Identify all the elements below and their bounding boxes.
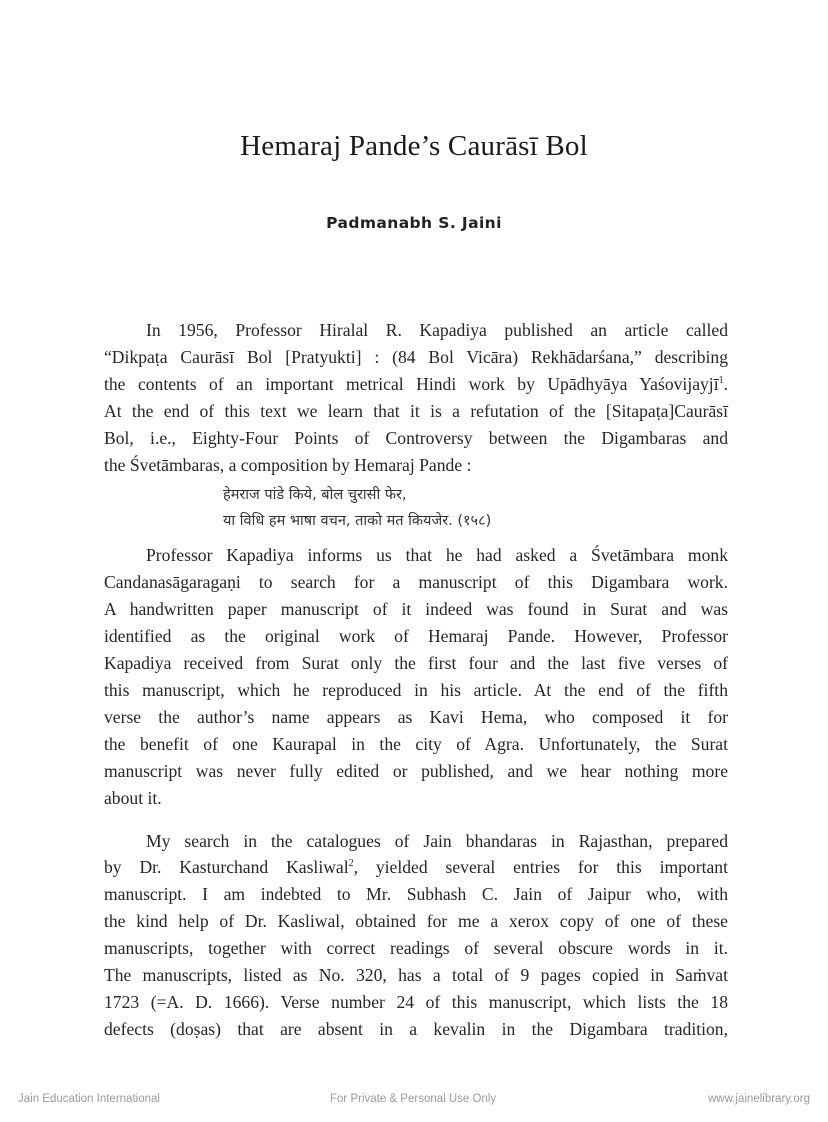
text-line: A handwritten paper manuscript of it indeed was found in Surat and was — [104, 599, 728, 620]
footer-website-link[interactable]: www.jainelibrary.org — [707, 1093, 810, 1105]
text-line: the kind help of Dr. Kasliwal, obtained for me a xerox copy of one of these — [104, 911, 728, 932]
paragraph-3 — [104, 828, 728, 1043]
paragraph-2 — [104, 542, 728, 811]
verse-line-2: या विधि हम भाषा वचन, ताको मत कियजेर. (१५८) — [223, 513, 492, 530]
article-author: Padmanabh S. Jaini — [326, 214, 502, 232]
text-line: Kapadiya received from Surat only the first four and the last five verses of — [104, 653, 728, 674]
text-line: Professor Kapadiya informs us that he had asked a Śvetāmbara monk — [146, 545, 728, 566]
page-footer — [0, 1093, 828, 1111]
article-body — [104, 317, 728, 1043]
text-line: the Śvetāmbaras, a composition by Hemaraj Pande : — [104, 454, 472, 475]
text-line: about it. — [104, 787, 162, 808]
footer-middle-text: For Private & Personal Use Only — [330, 1093, 497, 1105]
text-line: 1723 (=A. D. 1666). Verse number 24 of this manuscript, which lists the 18 — [104, 991, 728, 1012]
text-line: the benefit of one Kaurapal in the city of Agra. Unfortunately, the Surat — [104, 733, 728, 754]
text-line: verse the author’s name appears as Kavi Hema, who composed it for — [104, 706, 728, 727]
text-line: In 1956, Professor Hiralal R. Kapadiya published an article called — [146, 320, 728, 340]
text-line: manuscript. I am indebted to Mr. Subhash C. Jain of Jaipur who, with — [104, 884, 728, 905]
text-line: “Dikpaṭa Caurāsī Bol [Pratyukti] : (84 Bol Vicāra) Rekhādarśana,” describing — [104, 346, 728, 367]
text-line: The manuscripts, listed as No. 320, has a total of 9 pages copied in Saṁvat — [104, 965, 728, 986]
hindi-verse — [223, 482, 728, 534]
text-line: identified as the original work of Hemaraj Pande. However, Professor — [104, 626, 728, 647]
text-line: Candanasāgaragaṇi to search for a manuscript of this Digambara work. — [104, 572, 728, 593]
text-line: the contents of an important metrical Hindi work by Upādhyāya Yaśovijayjī$^1$. — [104, 373, 728, 394]
article-title: Hemaraj Pande’s Caurāsī Bol — [240, 130, 588, 162]
paragraph-1 — [104, 317, 728, 478]
verse-line-1: हेमराज पांडे किये, बोल चुरासी फेर, — [223, 487, 407, 504]
text-line: this manuscript, which he reproduced in his article. At the end of the fifth — [104, 679, 728, 700]
footer-left-text: Jain Education International — [18, 1093, 160, 1105]
text-line: by Dr. Kasturchand Kasliwal$^2$, yielded several entries for this important — [104, 857, 728, 878]
text-line: manuscript was never fully edited or published, and we hear nothing more — [104, 760, 728, 781]
text-line: My search in the catalogues of Jain bhandaras in Rajasthan, prepared — [146, 830, 728, 851]
text-line: Bol, i.e., Eighty-Four Points of Controversy between the Digambaras and — [104, 427, 728, 448]
text-line: At the end of this text we learn that it is a refutation of the [Sitapaṭa]Caurāsī — [104, 400, 728, 421]
text-line: defects (doṣas) that are absent in a kevalin in the Digambara tradition, — [104, 1018, 728, 1039]
text-line: manuscripts, together with correct readings of several obscure words in it. — [104, 938, 728, 959]
